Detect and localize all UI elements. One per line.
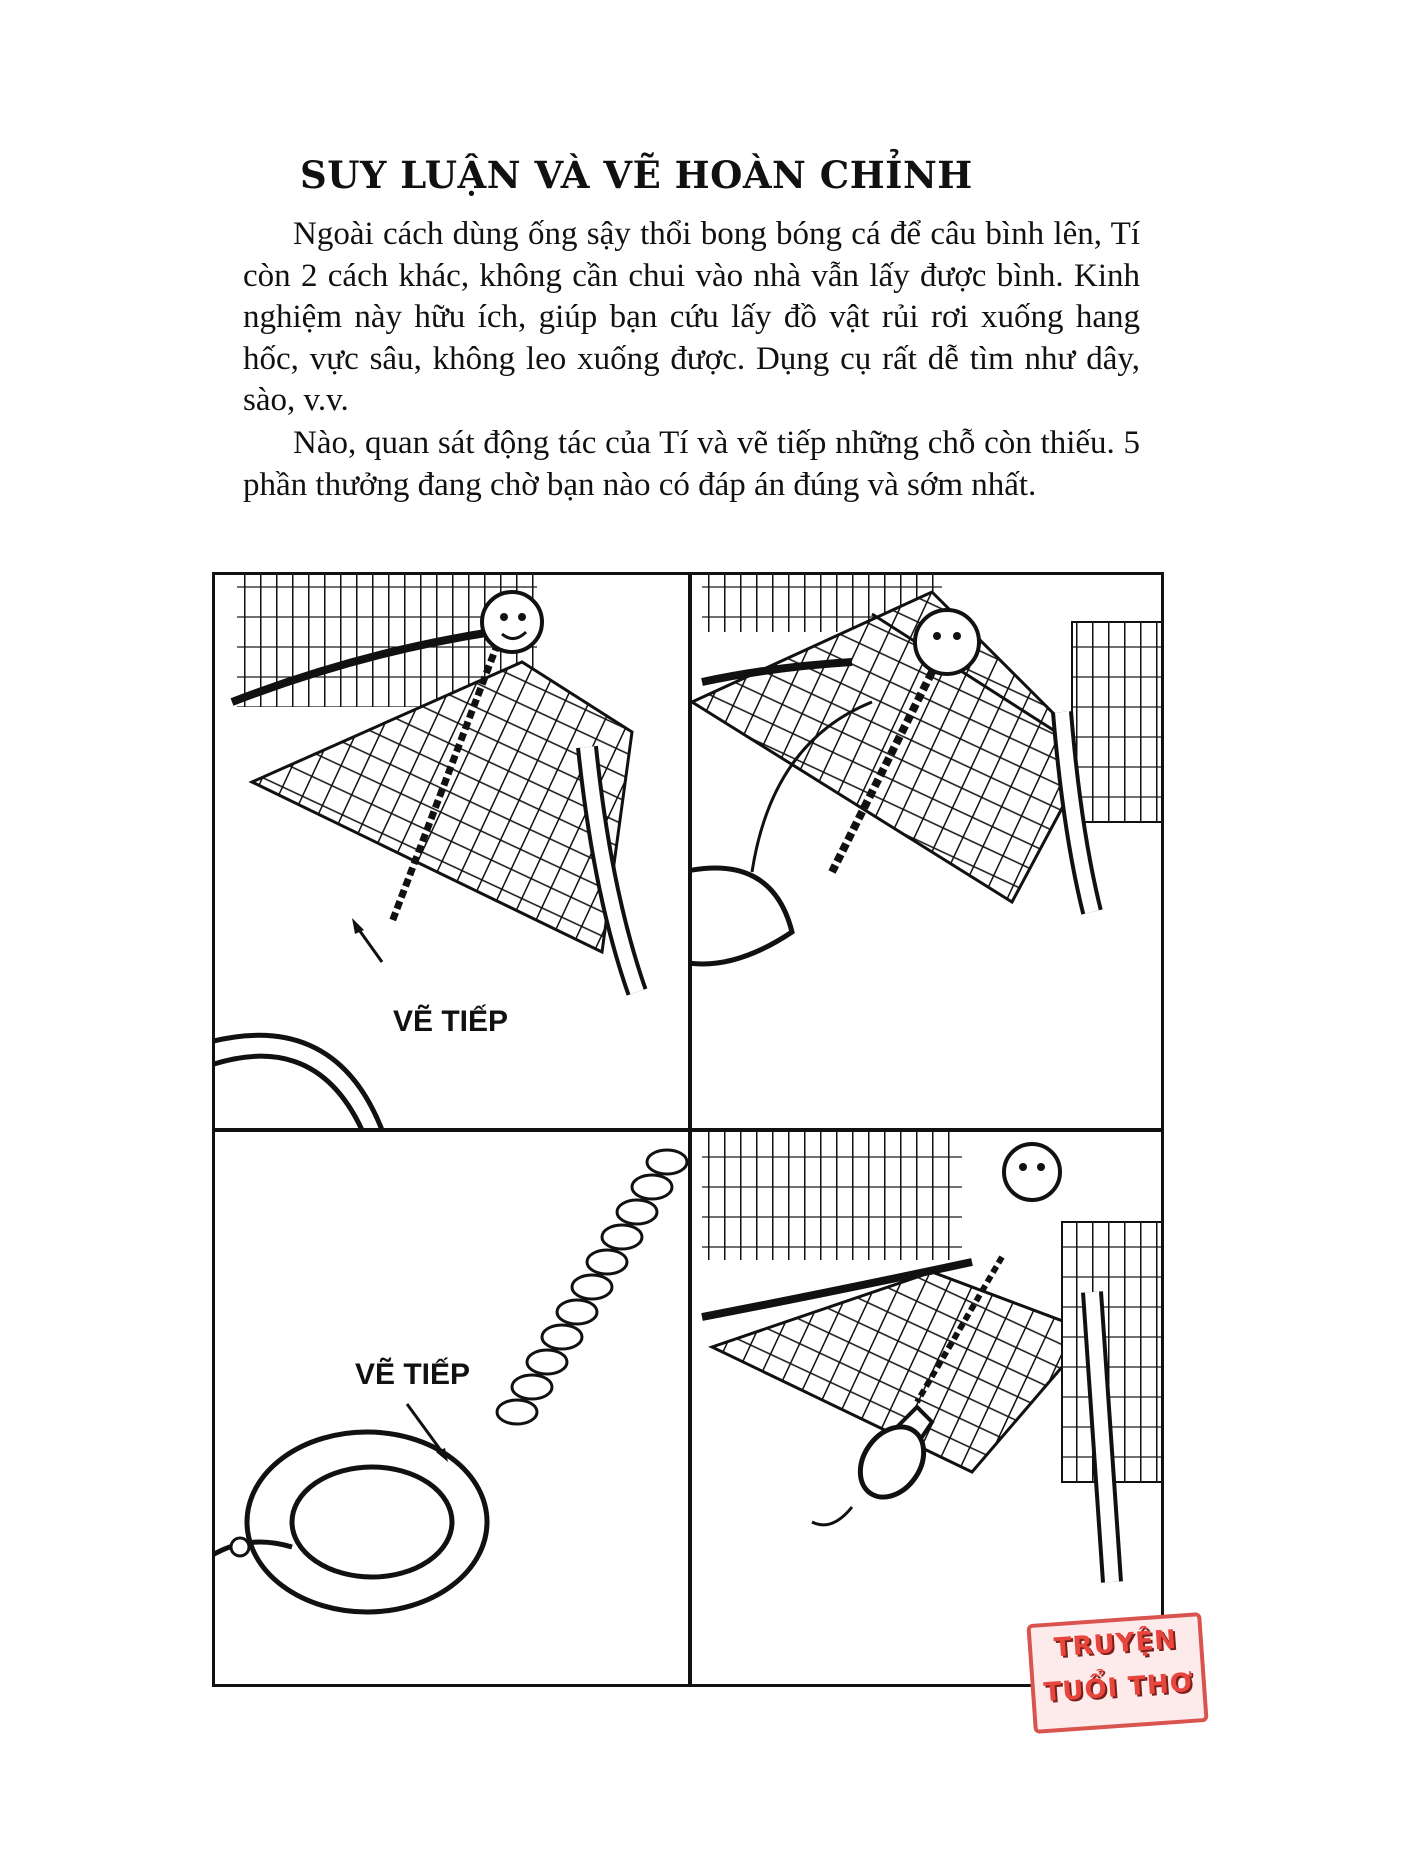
draw-more-label-panel-3: VẼ TIẾP xyxy=(355,1358,471,1391)
panel-1 xyxy=(212,572,690,1130)
panel-2 xyxy=(682,572,1164,1130)
publisher-logo xyxy=(1026,1612,1208,1734)
intro-paragraph: Ngoài cách dùng ống sậy thổi bong bóng cá để câu bình lên, Tí còn 2 cách khác, không cần chui vào nhà vẫn lấy được bình. Kinh nghiệm này hữu ích, giúp bạn cứu lấy đồ vật rủi rơi xuống hang hốc, vực sâu, không leo xuống được. Dụng cụ rất dễ tìm như dây, sào, v.v. xyxy=(243,216,1140,419)
instruction-paragraph: Nào, quan sát động tác của Tí và vẽ tiếp những chỗ còn thiếu. 5 phần thưởng đang chờ bạn nào có đáp án đúng và sớm nhất. xyxy=(243,425,1140,503)
comic-grid xyxy=(212,572,1164,1687)
page-title: SUY LUẬN VÀ VẼ HOÀN CHỈNH xyxy=(300,153,973,197)
panel-4 xyxy=(690,1130,1164,1687)
draw-more-label-panel-1: VẼ TIẾP xyxy=(393,1005,509,1038)
logo-line-1: TRUYỆN xyxy=(1052,1624,1178,1664)
panel-3 xyxy=(212,1130,690,1687)
comic-illustration xyxy=(212,572,1164,1687)
logo-line-2: TUỔI THƠ xyxy=(1042,1667,1195,1709)
